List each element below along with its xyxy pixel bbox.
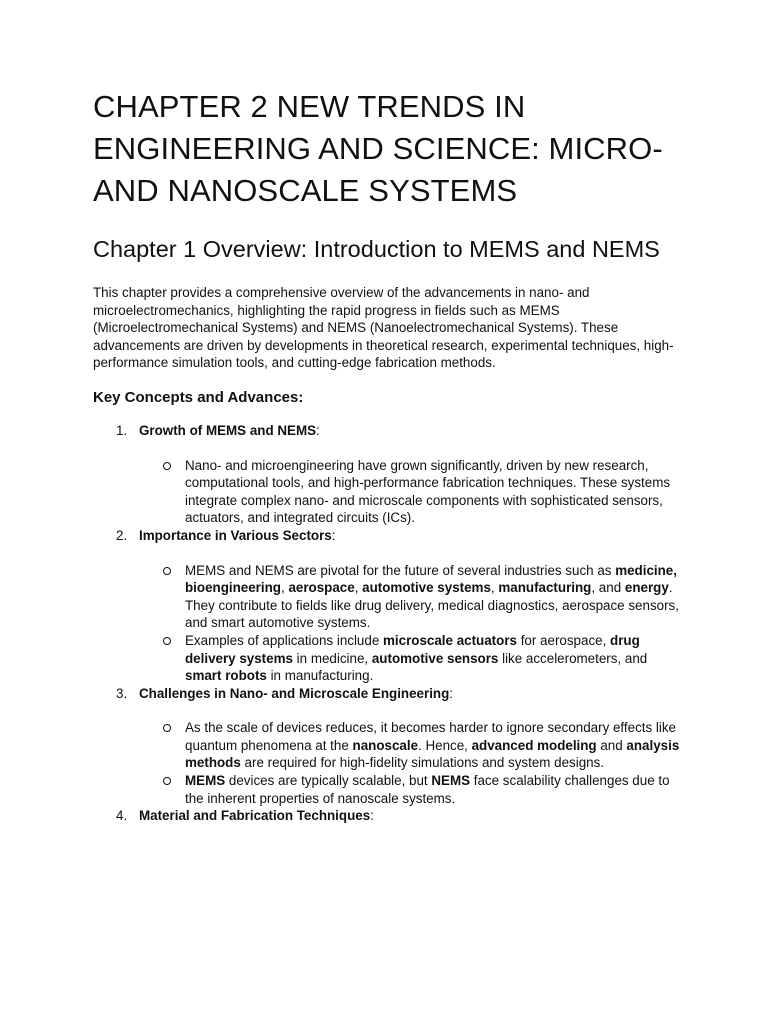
text-run: in medicine, (292, 650, 372, 666)
text-run: Nano- and microengineering have grown significantly, driven by new research, computational tools, and high-performance fabrication techniques. These systems integrate complex nano- and microscale components with sophisticated sensors, actuators, and integrated circuits (ICs). (185, 457, 671, 526)
document-page (93, 86, 683, 842)
hollow-circle-bullet-icon (163, 777, 171, 785)
sub-bullet-item (139, 457, 683, 527)
chapter-subtitle: Chapter 1 Overview: Introduction to MEMS and NEMS (93, 236, 660, 262)
bold-text: manufacturing (498, 580, 592, 596)
sub-bullet-item (139, 772, 683, 807)
text-run: Examples of applications include (185, 632, 383, 648)
sub-bullet-item (139, 719, 683, 772)
sub-bullet-item (139, 632, 683, 685)
list-item-heading: Growth of MEMS and NEMS: (139, 422, 320, 438)
list-item-number: 2. (116, 527, 128, 543)
list-item-heading: Challenges in Nano- and Microscale Engineering: (139, 685, 454, 701)
key-concepts-list (93, 422, 683, 825)
bold-text: automotive sensors (371, 650, 499, 666)
bold-text: aerospace (288, 580, 355, 596)
text-run: like accelerometers, and (498, 650, 648, 666)
bold-text: microscale actuators (383, 632, 517, 648)
bold-text: nanoscale (352, 737, 419, 753)
sub-bullet-list (139, 562, 683, 685)
sub-bullet-list (139, 719, 683, 807)
text-run: , and (591, 580, 625, 596)
list-item (93, 422, 683, 527)
text-run: in manufacturing. (266, 668, 374, 684)
list-item (93, 807, 683, 825)
section-heading: Key Concepts and Advances: (93, 388, 304, 406)
bold-text: MEMS (185, 773, 226, 789)
bold-text: analysis methods (185, 737, 680, 771)
list-item (93, 685, 683, 808)
list-item-heading: Material and Fabrication Techniques: (139, 808, 374, 824)
list-item (93, 527, 683, 685)
list-item-number: 4. (116, 808, 128, 824)
text-run: face scalability challenges due to the inherent properties of nanoscale systems. (185, 773, 670, 806)
chapter-title: CHAPTER 2 NEW TRENDS IN ENGINEERING AND SCIENCE: MICRO- AND NANOSCALE SYSTEMS (93, 89, 663, 208)
bold-text: automotive systems (362, 580, 491, 596)
bold-text: energy (624, 580, 669, 596)
bold-text: smart robots (185, 668, 267, 684)
text-run: for aerospace, (516, 632, 611, 648)
hollow-circle-bullet-icon (163, 637, 171, 645)
text-run: . Hence, (418, 737, 472, 753)
sub-bullet-item (139, 562, 683, 632)
list-item-number: 1. (116, 422, 128, 438)
list-item-heading: Importance in Various Sectors: (139, 527, 336, 543)
text-run: devices are typically scalable, but (225, 773, 432, 789)
hollow-circle-bullet-icon (163, 724, 171, 732)
text-run: and (596, 737, 627, 753)
list-item-number: 3. (116, 685, 128, 701)
intro-paragraph: This chapter provides a comprehensive overview of the advancements in nano- and microelectromechanics, highlighting the rapid progress in fields such as MEMS (Microelectromechanical Systems) and NEMS (Nanoelectromechanical Systems). These advancements are driven by developments in theoretical research, experimental techniques, high-performance simulation tools, and cutting-edge fabrication methods. (93, 285, 674, 371)
hollow-circle-bullet-icon (163, 567, 171, 575)
bold-text: advanced modeling (471, 737, 597, 753)
bold-text: NEMS (431, 773, 471, 789)
text-run: are required for high-fidelity simulations and system designs. (240, 755, 605, 771)
text-run: , (490, 580, 499, 596)
text-run: As the scale of devices reduces, it becomes harder to ignore secondary effects like quantum phenomena at the (185, 720, 677, 753)
text-run: , (280, 580, 289, 596)
text-run: . They contribute to fields like drug delivery, medical diagnostics, aerospace sensors, and smart automotive systems. (185, 580, 679, 631)
bold-text: medicine, bioengineering (185, 562, 677, 596)
sub-bullet-list (139, 457, 683, 527)
bold-text: drug delivery systems (185, 632, 640, 666)
text-run: MEMS and NEMS are pivotal for the future of several industries such as (185, 562, 616, 578)
text-run: , (354, 580, 363, 596)
hollow-circle-bullet-icon (163, 462, 171, 470)
